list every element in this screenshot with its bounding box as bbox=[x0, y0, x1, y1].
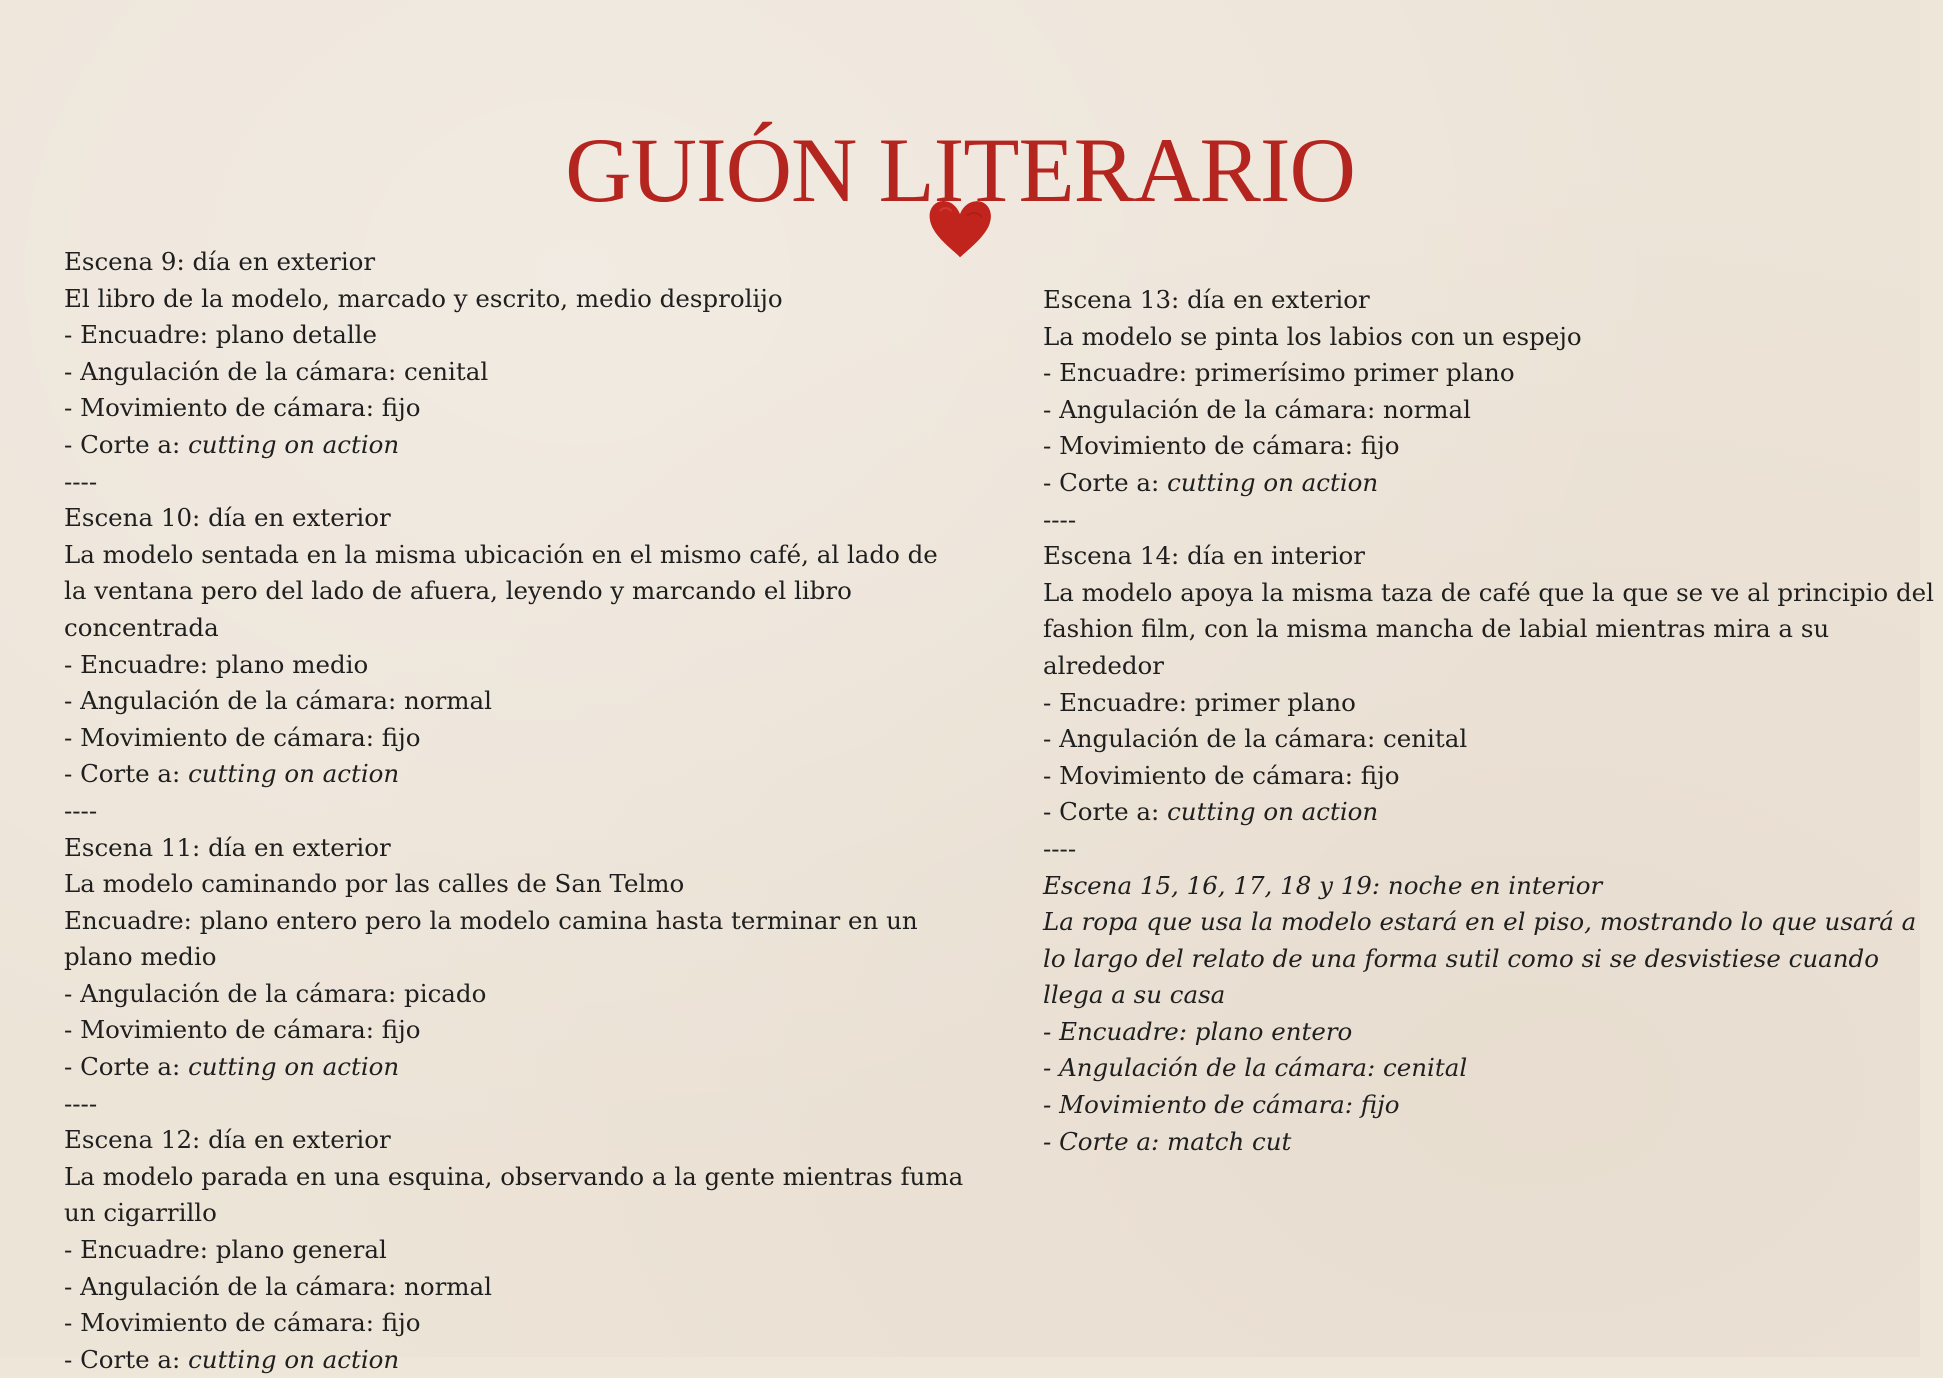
scene-12 bbox=[64, 1122, 964, 1378]
corte-prefix: - Corte a: bbox=[1043, 797, 1168, 827]
scene-encuadre: - Encuadre: plano general bbox=[64, 1235, 387, 1265]
scene-heading: Escena 15, 16, 17, 18 y 19: noche en interior bbox=[1043, 870, 1603, 900]
corte-prefix: - Corte a: bbox=[64, 1344, 189, 1374]
scene-description: La ropa que usa la modelo estará en el piso, mostrando lo que usará a lo largo del relato de una forma sutil como si se desvistiese cuando llega a su casa bbox=[1043, 907, 1917, 1010]
scene-heading: Escena 10: día en exterior bbox=[64, 503, 391, 533]
scene-description: El libro de la modelo, marcado y escrito, medio desprolijo bbox=[64, 283, 783, 313]
scene-15-19 bbox=[1043, 868, 1943, 1161]
separator: ---- bbox=[1043, 833, 1077, 863]
scene-description: La modelo apoya la misma taza de café que la que se ve al principio del fashion film, con la misma mancha de labial mientras mira a su alrededor bbox=[1043, 577, 1934, 680]
corte-prefix: - Corte a: bbox=[1043, 467, 1168, 497]
scene-description: La modelo sentada en la misma ubicación en el mismo café, al lado de la ventana pero del lado de afuera, leyendo y marcando el libro concentrada bbox=[64, 539, 938, 642]
corte-value: cutting on action bbox=[188, 429, 400, 459]
scene-movimiento: - Movimiento de cámara: fijo bbox=[64, 722, 421, 752]
scene-corte bbox=[64, 1049, 964, 1086]
scene-description: La modelo caminando por las calles de San Telmo bbox=[64, 869, 685, 899]
corte-value: cutting on action bbox=[188, 1052, 400, 1082]
scene-movimiento: - Movimiento de cámara: fijo bbox=[1043, 760, 1400, 790]
scene-movimiento: - Movimiento de cámara: fijo bbox=[1043, 1090, 1400, 1120]
scene-corte: - Corte a: match cut bbox=[1043, 1126, 1292, 1156]
scene-10 bbox=[64, 500, 964, 793]
corte-value: cutting on action bbox=[1167, 797, 1379, 827]
scene-encuadre: Encuadre: plano entero pero la modelo camina hasta terminar en un plano medio bbox=[64, 905, 918, 972]
corte-value: cutting on action bbox=[188, 759, 400, 789]
scene-corte bbox=[64, 756, 964, 793]
scene-encuadre: - Encuadre: primer plano bbox=[1043, 687, 1356, 717]
scene-9 bbox=[64, 244, 964, 464]
corte-prefix: - Corte a: bbox=[64, 759, 189, 789]
scene-heading: Escena 14: día en interior bbox=[1043, 541, 1366, 571]
scene-13 bbox=[1043, 282, 1943, 502]
separator: ---- bbox=[64, 795, 98, 825]
separator: ---- bbox=[1043, 504, 1077, 534]
scene-description: La modelo se pinta los labios con un espejo bbox=[1043, 321, 1582, 351]
scene-corte bbox=[1043, 794, 1943, 831]
scene-heading: Escena 11: día en exterior bbox=[64, 832, 391, 862]
scene-corte bbox=[1043, 465, 1943, 502]
scene-angulacion: - Angulación de la cámara: normal bbox=[64, 686, 492, 716]
separator: ---- bbox=[64, 466, 98, 496]
scene-angulacion: - Angulación de la cámara: cenital bbox=[1043, 724, 1468, 754]
corte-value: cutting on action bbox=[188, 1344, 400, 1374]
scene-movimiento: - Movimiento de cámara: fijo bbox=[64, 1015, 421, 1045]
scene-heading: Escena 12: día en exterior bbox=[64, 1125, 391, 1155]
scene-angulacion: - Angulación de la cámara: picado bbox=[64, 978, 487, 1008]
scene-movimiento: - Movimiento de cámara: fijo bbox=[64, 393, 421, 423]
scene-encuadre: - Encuadre: plano medio bbox=[64, 649, 369, 679]
scene-corte bbox=[64, 1342, 964, 1378]
corte-value: cutting on action bbox=[1167, 467, 1379, 497]
scene-14 bbox=[1043, 538, 1943, 831]
corte-prefix: - Corte a: bbox=[64, 1052, 189, 1082]
scene-movimiento: - Movimiento de cámara: fijo bbox=[64, 1308, 421, 1338]
scene-encuadre: - Encuadre: plano entero bbox=[1043, 1016, 1353, 1046]
scene-11 bbox=[64, 830, 964, 1086]
separator: ---- bbox=[64, 1088, 98, 1118]
scene-angulacion: - Angulación de la cámara: normal bbox=[64, 1271, 492, 1301]
scene-angulacion: - Angulación de la cámara: cenital bbox=[64, 356, 489, 386]
scene-heading: Escena 13: día en exterior bbox=[1043, 285, 1370, 314]
scene-heading: Escena 9: día en exterior bbox=[64, 247, 376, 276]
scene-corte bbox=[64, 427, 964, 464]
scene-description: La modelo parada en una esquina, observando a la gente mientras fuma un cigarrillo bbox=[64, 1161, 964, 1228]
scene-encuadre: - Encuadre: plano detalle bbox=[64, 320, 378, 350]
scene-angulacion: - Angulación de la cámara: normal bbox=[1043, 394, 1471, 424]
scene-angulacion: - Angulación de la cámara: cenital bbox=[1043, 1053, 1468, 1083]
page-title: GUIÓN LITERARIO bbox=[565, 118, 1355, 221]
scene-encuadre: - Encuadre: primerísimo primer plano bbox=[1043, 358, 1515, 388]
corte-prefix: - Corte a: bbox=[64, 429, 189, 459]
left-column bbox=[64, 244, 964, 1378]
scene-movimiento: - Movimiento de cámara: fijo bbox=[1043, 431, 1400, 461]
right-column bbox=[1043, 282, 1943, 1160]
